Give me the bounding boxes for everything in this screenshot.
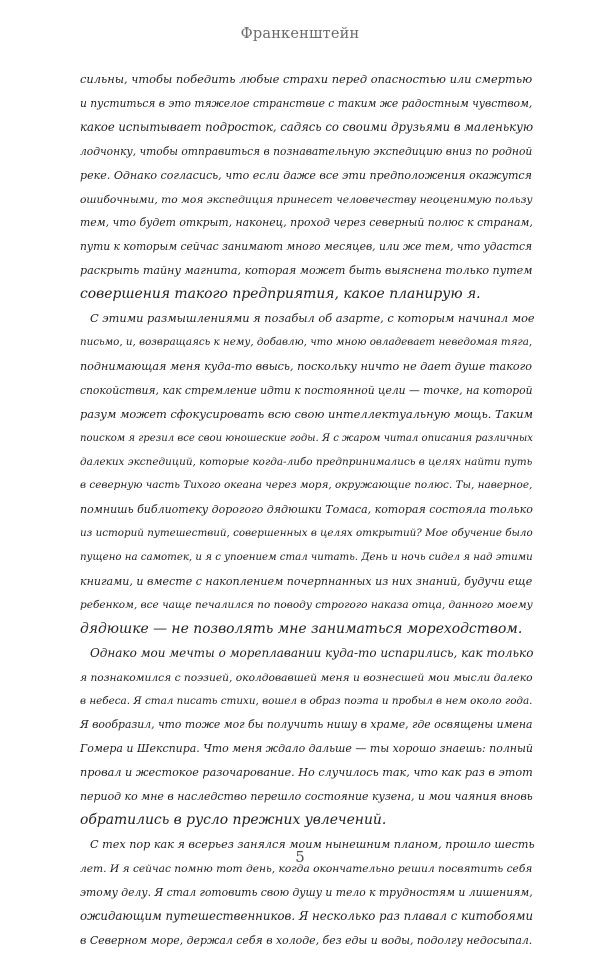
text-line: ошибочными, то моя экспедиция принесет человечеству неоценимую пользу: [80, 192, 533, 206]
text-line: и пуститься в это тяжелое странствие с таким же радостным чувством,: [80, 96, 533, 110]
text-line: письмо, и, возвращаясь к нему, добавлю, что мною овладевает неведомая тяга,: [80, 335, 533, 348]
text-line: спокойствия, как стремление идти к постоянной цели — точке, на которой: [80, 383, 533, 397]
text-line: книгами, и вместе с накоплением почерпнанных из них знаний, будучи еще: [80, 575, 533, 589]
page-number: 5: [295, 848, 305, 866]
text-line: раскрыть тайну магнита, которая может быть выяснена только путем: [80, 264, 533, 278]
text-line: из историй путешествий, совершенных в целях открытий? Мое обучение было: [80, 527, 533, 540]
text-line: тем, что будет открыт, наконец, проход через северный полюс к странам,: [80, 216, 533, 230]
text-line: ребенком, все чаще печалился по поводу строгого наказа отца, данного моему: [80, 598, 533, 611]
running-title: Франкенштейн: [240, 26, 360, 42]
text-line: поиском я грезил все свои юношеские годы. Я с жаром читал описания различных: [80, 432, 533, 444]
paragraph: [80, 68, 535, 307]
text-line: дядюшке — не позволять мне заниматься мореходством.: [80, 620, 523, 637]
text-line: Я вообразил, что тоже мог бы получить нишу в храме, где освящены имена: [80, 718, 533, 732]
text-line: лет. И я сейчас помню тот день, когда окончательно решил посвятить себя: [80, 861, 533, 875]
text-line: Однако мои мечты о мореплавании куда-то испарились, как только: [90, 645, 534, 660]
paragraph: [80, 642, 535, 833]
text-line: С тех пор как я всерьез занялся моим нынешним планом, прошло шесть: [90, 838, 535, 851]
text-line: ожидающим путешественников. Я несколько раз плавал с китобоями: [80, 908, 534, 923]
text-line: Гомера и Шекспира. Что меня ждало дальше — ты хорошо знаешь: полный: [80, 742, 533, 756]
text-line: какое испытывает подросток, садясь со своими друзьями в маленькую: [80, 119, 534, 134]
text-line: С этими размышлениями я позабыл об азарте, с которым начинал мое: [90, 311, 535, 326]
text-line: я познакомился с поэзией, околдовавшей меня и вознесшей мои мысли далеко: [80, 670, 533, 684]
body-text: [80, 68, 535, 953]
text-line: совершения такого предприятия, какое планирую я.: [80, 286, 481, 303]
text-line: реке. Однако согласись, что если даже все эти предположения окажутся: [80, 168, 532, 182]
paragraph: [80, 307, 535, 642]
text-line: этому делу. Я стал готовить свою душу и тело к трудностям и лишениям,: [80, 885, 533, 899]
text-line: пущено на самотек, и я с упоением стал читать. День и ночь сидел я над этими: [80, 552, 533, 564]
text-line: далеких экспедиций, которые когда-либо предпринимались в целях найти путь: [80, 455, 533, 468]
text-line: в Северном море, держал себя в холоде, без еды и воды, подолгу недосыпал.: [80, 933, 533, 947]
text-line: период ко мне в наследство перешло состояние кузена, и мои чаяния вновь: [80, 790, 533, 804]
text-line: поднимающая меня куда-то ввысь, поскольку ничто не дает душе такого: [80, 359, 532, 373]
text-line: пути к которым сейчас занимают много месяцев, или же тем, что удастся: [80, 240, 533, 254]
text-line: помнишь библиотеку дорогого дядюшки Томаса, которая состояла только: [80, 503, 533, 517]
text-line: лодчонку, чтобы отправиться в познавательную экспедицию вниз по родной: [80, 144, 533, 158]
text-line: сильны, чтобы победить любые страхи перед опасностью или смертью: [80, 72, 533, 86]
text-line: разум может сфокусировать всю свою интеллектуальную мощь. Таким: [80, 406, 533, 421]
text-line: в небеса. Я стал писать стихи, вошел в образ поэта и пробыл в нем около года.: [80, 694, 533, 707]
text-line: обратились в русло прежних увлечений.: [80, 812, 387, 829]
text-line: провал и жестокое разочарование. Но случилось так, что как раз в этот: [80, 766, 533, 780]
text-line: в северную часть Тихого океана через моря, окружающие полюс. Ты, наверное,: [80, 479, 533, 492]
